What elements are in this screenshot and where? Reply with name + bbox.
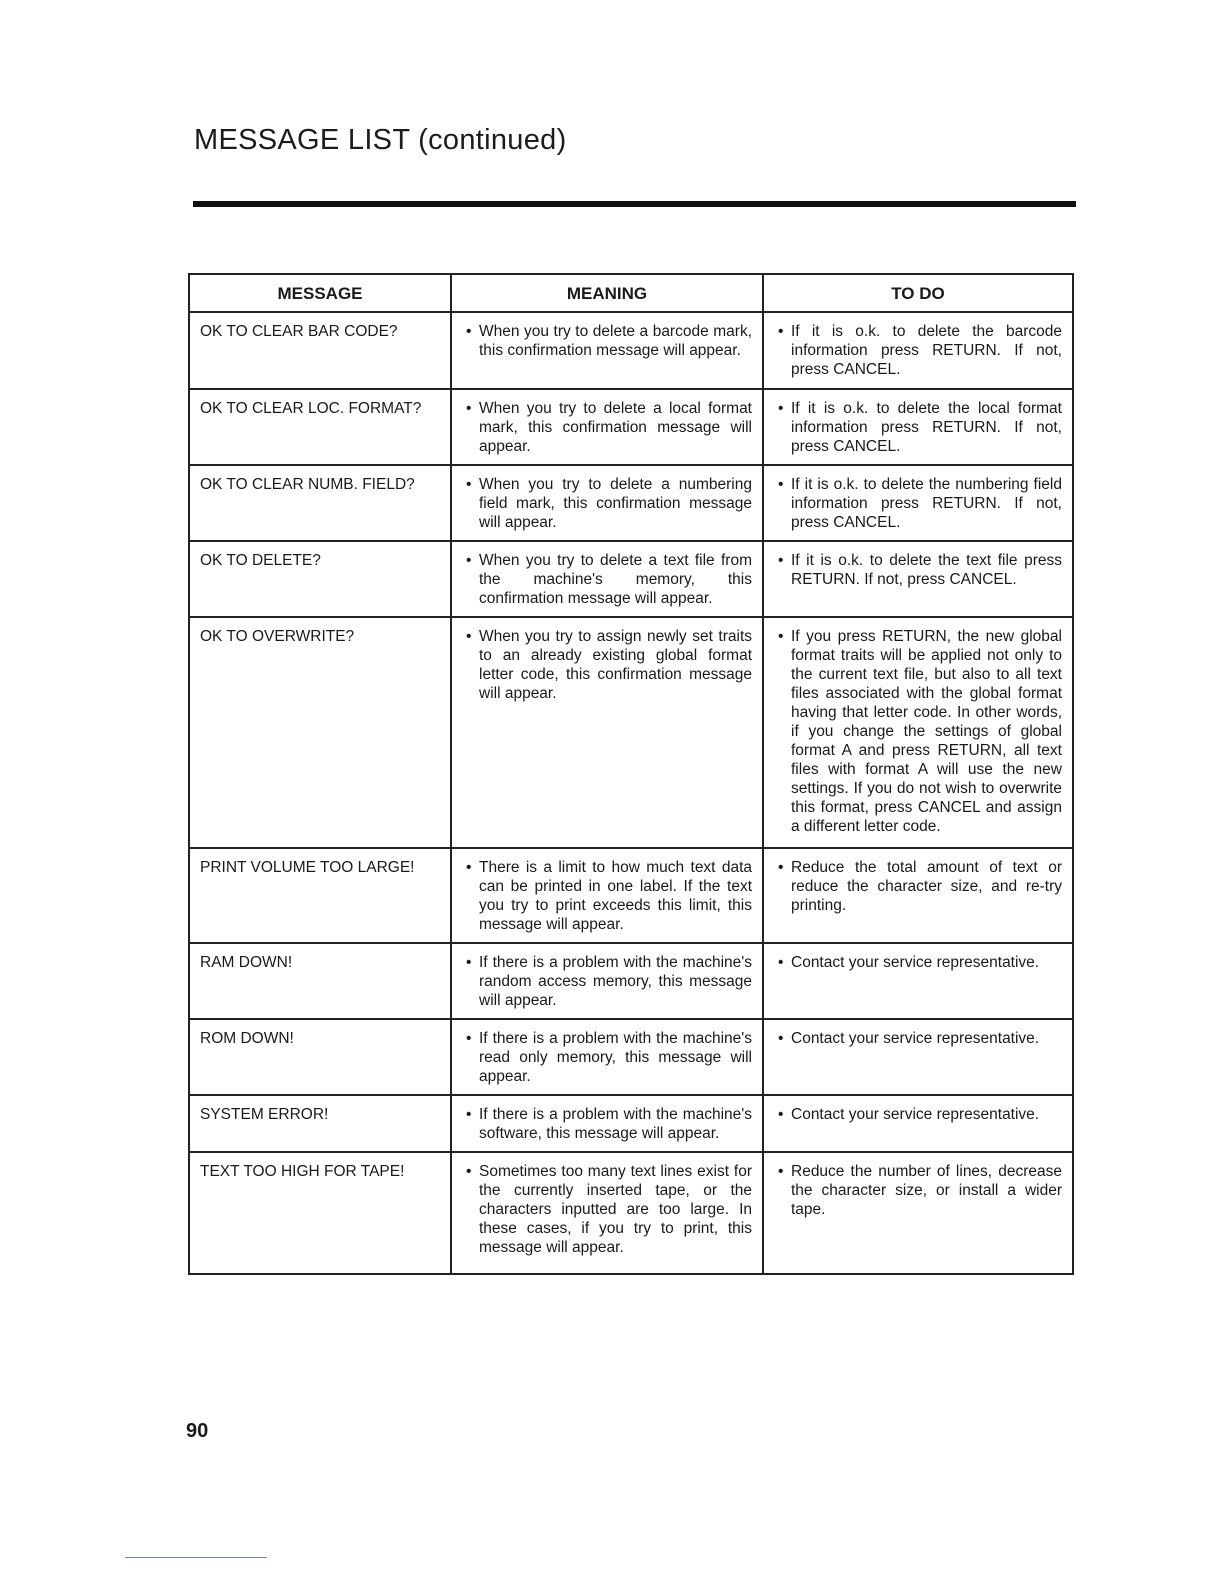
table-row <box>189 541 1073 617</box>
message-cell: SYSTEM ERROR! <box>189 1095 451 1152</box>
todo-cell <box>763 943 1073 1019</box>
meaning-cell <box>451 1152 763 1274</box>
page-number: 90 <box>186 1420 209 1442</box>
todo-text: If it is o.k. to delete the text file press RETURN. If not, press CANCEL. <box>791 552 1062 588</box>
bullet: • <box>466 476 472 493</box>
todo-text: Contact your service representative. <box>791 954 1040 971</box>
meaning-text: When you try to delete a numbering field mark, this confirmation message will appear. <box>479 476 752 531</box>
meaning-cell <box>451 465 763 541</box>
todo-text: Contact your service representative. <box>791 1030 1040 1047</box>
table-row <box>189 465 1073 541</box>
meaning-text: If there is a problem with the machine's read only memory, this message will appear. <box>479 1030 752 1085</box>
bullet: • <box>778 954 784 971</box>
message-cell: TEXT TOO HIGH FOR TAPE! <box>189 1152 451 1274</box>
table-row <box>189 389 1073 465</box>
meaning-cell <box>451 312 763 389</box>
meaning-text: When you try to delete a local format mark, this confirmation message will appear. <box>479 400 752 455</box>
todo-text: If it is o.k. to delete the numbering field information press RETURN. If not, press CANCEL. <box>791 476 1062 531</box>
meaning-text: If there is a problem with the machine's random access memory, this message will appear. <box>479 954 752 1009</box>
title-rule <box>193 201 1076 207</box>
message-cell: OK TO CLEAR NUMB. FIELD? <box>189 465 451 541</box>
meaning-text: If there is a problem with the machine's software, this message will appear. <box>479 1106 752 1142</box>
message-cell: OK TO OVERWRITE? <box>189 617 451 848</box>
todo-text: Contact your service representative. <box>791 1106 1040 1123</box>
bullet: • <box>778 1106 784 1123</box>
bullet: • <box>466 954 472 971</box>
column-header-message: MESSAGE <box>189 274 451 312</box>
todo-text: If it is o.k. to delete the barcode information press RETURN. If not, press CANCEL. <box>791 323 1062 378</box>
bullet: • <box>778 323 784 340</box>
meaning-cell <box>451 617 763 848</box>
table-row <box>189 943 1073 1019</box>
bullet: • <box>466 400 472 417</box>
todo-text: Reduce the total amount of text or reduce the character size, and re-try printing. <box>791 859 1062 914</box>
table-row <box>189 617 1073 848</box>
todo-cell <box>763 1019 1073 1095</box>
message-table <box>188 273 1074 1275</box>
todo-cell <box>763 465 1073 541</box>
meaning-text: When you try to delete a barcode mark, this confirmation message will appear. <box>479 323 752 359</box>
table-row <box>189 1019 1073 1095</box>
bullet: • <box>778 476 784 493</box>
bullet: • <box>466 628 472 645</box>
bullet: • <box>466 859 472 876</box>
meaning-text: When you try to delete a text file from the machine's memory, this confirmation message will appear. <box>479 552 752 607</box>
bullet: • <box>466 1163 472 1180</box>
message-cell: OK TO CLEAR LOC. FORMAT? <box>189 389 451 465</box>
bullet: • <box>466 323 472 340</box>
column-header-todo: TO DO <box>763 274 1073 312</box>
meaning-text: There is a limit to how much text data can be printed in one label. If the text you try to print exceeds this limit, this message will appear. <box>479 859 752 933</box>
table-row <box>189 312 1073 389</box>
todo-cell <box>763 541 1073 617</box>
message-cell: PRINT VOLUME TOO LARGE! <box>189 848 451 943</box>
bullet: • <box>778 1030 784 1047</box>
footer-divider <box>125 1557 267 1558</box>
todo-cell <box>763 1095 1073 1152</box>
todo-cell <box>763 1152 1073 1274</box>
todo-cell <box>763 617 1073 848</box>
message-cell: OK TO DELETE? <box>189 541 451 617</box>
meaning-cell <box>451 1095 763 1152</box>
table-row <box>189 848 1073 943</box>
todo-cell <box>763 389 1073 465</box>
meaning-cell <box>451 389 763 465</box>
bullet: • <box>466 1106 472 1123</box>
table-header-row <box>189 274 1073 312</box>
meaning-cell <box>451 848 763 943</box>
message-cell: RAM DOWN! <box>189 943 451 1019</box>
bullet: • <box>466 1030 472 1047</box>
meaning-cell <box>451 1019 763 1095</box>
table-row <box>189 1095 1073 1152</box>
meaning-cell <box>451 943 763 1019</box>
page-title: MESSAGE LIST (continued) <box>194 124 567 156</box>
todo-cell <box>763 312 1073 389</box>
bullet: • <box>778 859 784 876</box>
column-header-meaning: MEANING <box>451 274 763 312</box>
todo-cell <box>763 848 1073 943</box>
message-cell: OK TO CLEAR BAR CODE? <box>189 312 451 389</box>
todo-text: Reduce the number of lines, decrease the character size, or install a wider tape. <box>791 1163 1062 1218</box>
bullet: • <box>778 552 784 569</box>
bullet: • <box>778 1163 784 1180</box>
table-row <box>189 1152 1073 1274</box>
meaning-cell <box>451 541 763 617</box>
message-cell: ROM DOWN! <box>189 1019 451 1095</box>
meaning-text: When you try to assign newly set traits to an already existing global format letter code, this confirmation message will appear. <box>479 628 752 702</box>
todo-text: If it is o.k. to delete the local format information press RETURN. If not, press CANCEL. <box>791 400 1062 455</box>
bullet: • <box>778 628 784 645</box>
bullet: • <box>778 400 784 417</box>
bullet: • <box>466 552 472 569</box>
meaning-text: Sometimes too many text lines exist for the currently inserted tape, or the characters inputted are too large. In these cases, if you try to print, this message will appear. <box>479 1163 752 1256</box>
todo-text: If you press RETURN, the new global format traits will be applied not only to the current text file, but also to all text files associated with the global format having that letter code. In other words, if you change the settings of global format A and press RETURN, all text files with format A will use the new settings. If you do not wish to overwrite this format, press CANCEL and assign a different letter code. <box>791 628 1062 835</box>
